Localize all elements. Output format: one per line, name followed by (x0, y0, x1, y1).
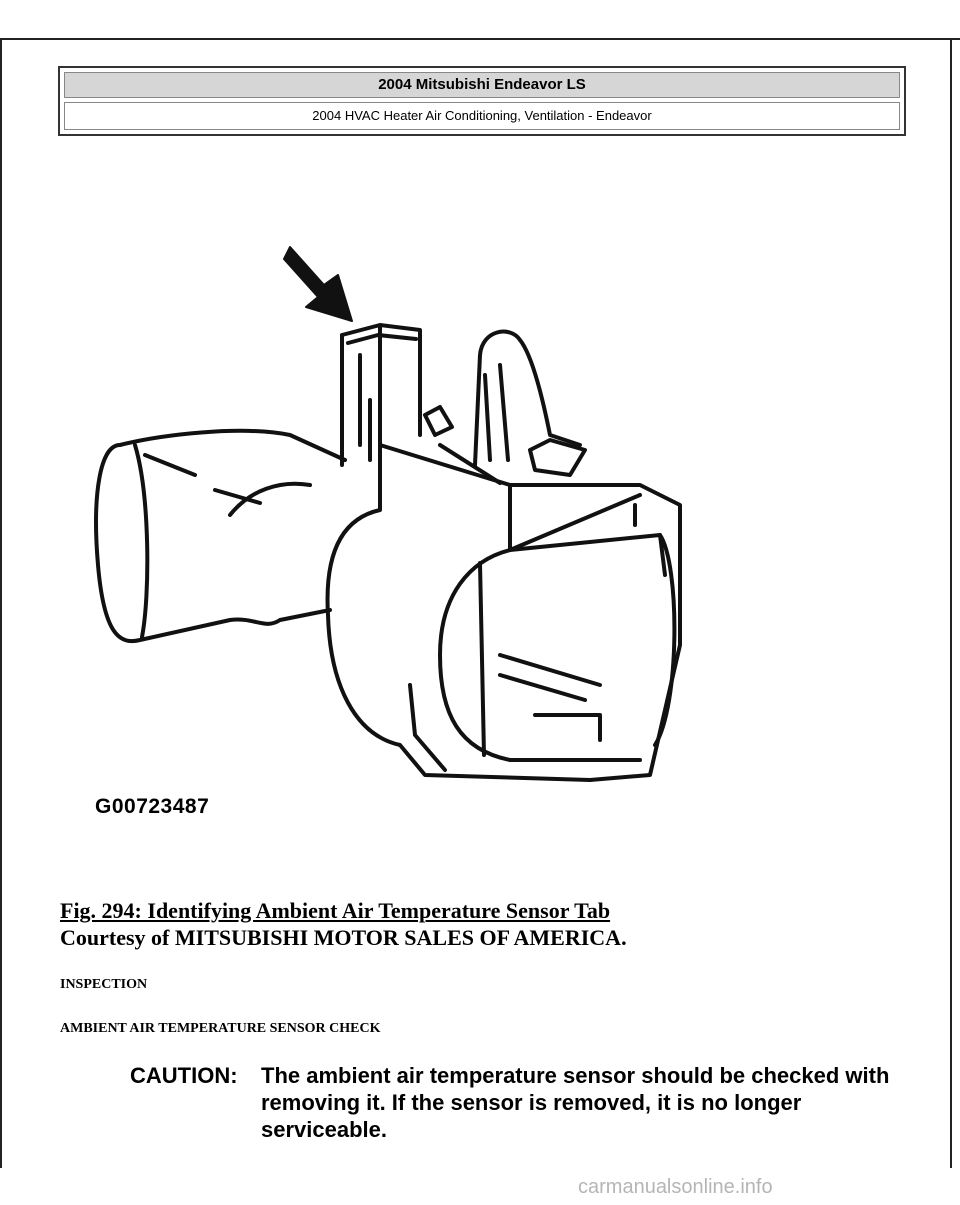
page-border-top (0, 38, 960, 40)
watermark: carmanualsonline.info (578, 1176, 773, 1198)
section-heading-sensor-check: AMBIENT AIR TEMPERATURE SENSOR CHECK (60, 1021, 381, 1036)
figure-courtesy: Courtesy of MITSUBISHI MOTOR SALES OF AMERICA. (60, 925, 627, 950)
figure-code: G00723487 (95, 795, 210, 818)
header-title: 2004 Mitsubishi Endeavor LS (64, 72, 900, 98)
sensor-connector-illustration (80, 235, 720, 835)
caution-label: CAUTION: (130, 1063, 238, 1088)
pointer-arrow-icon (284, 247, 352, 321)
page-border-left (0, 38, 2, 1168)
section-heading-inspection: INSPECTION (60, 977, 148, 992)
page-border-right (950, 38, 952, 1168)
document-header (58, 66, 906, 136)
figure-caption: Fig. 294: Identifying Ambient Air Temperature Sensor Tab (60, 898, 611, 923)
caution-text: The ambient air temperature sensor should be checked with removing it. If the sensor is removed, it is no longer serviceable. (261, 1063, 890, 1142)
header-subtitle: 2004 HVAC Heater Air Conditioning, Ventilation - Endeavor (64, 102, 900, 130)
